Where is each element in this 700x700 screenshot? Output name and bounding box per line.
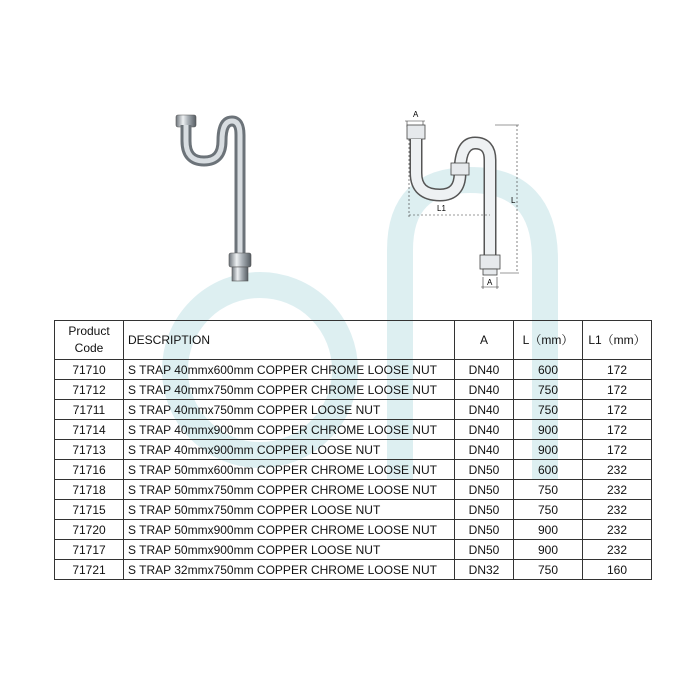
- cell-l: 600: [514, 460, 583, 480]
- cell-l: 600: [514, 360, 583, 380]
- table-row: [55, 380, 652, 400]
- cell-a: DN50: [455, 460, 514, 480]
- cell-product-code: 71720: [55, 520, 124, 540]
- cell-l: 750: [514, 400, 583, 420]
- cell-l1: 172: [583, 440, 652, 460]
- cell-l1: 172: [583, 380, 652, 400]
- cell-l: 750: [514, 380, 583, 400]
- cell-a: DN40: [455, 420, 514, 440]
- header-l1: L1（mm）: [583, 321, 652, 360]
- table-row: [55, 500, 652, 520]
- label-l1: L1: [437, 204, 446, 213]
- s-trap-drawing: [395, 105, 535, 295]
- label-a-bottom: A: [487, 278, 493, 287]
- header-a: A: [455, 321, 514, 360]
- table-row: [55, 480, 652, 500]
- cell-l: 750: [514, 500, 583, 520]
- table-row: [55, 460, 652, 480]
- cell-description: S TRAP 50mmx900mm COPPER LOOSE NUT: [124, 540, 455, 560]
- cell-l1: 232: [583, 520, 652, 540]
- cell-description: S TRAP 40mmx600mm COPPER CHROME LOOSE NUT: [124, 360, 455, 380]
- cell-l1: 232: [583, 540, 652, 560]
- cell-a: DN40: [455, 360, 514, 380]
- table-row: [55, 400, 652, 420]
- cell-description: S TRAP 50mmx600mm COPPER CHROME LOOSE NUT: [124, 460, 455, 480]
- s-trap-photo: [160, 105, 270, 305]
- cell-l1: 232: [583, 500, 652, 520]
- cell-description: S TRAP 40mmx750mm COPPER CHROME LOOSE NUT: [124, 380, 455, 400]
- cell-product-code: 71712: [55, 380, 124, 400]
- cell-l: 750: [514, 560, 583, 580]
- table-row: [55, 540, 652, 560]
- cell-l1: 232: [583, 460, 652, 480]
- header-l: L（mm）: [514, 321, 583, 360]
- cell-a: DN50: [455, 520, 514, 540]
- cell-product-code: 71714: [55, 420, 124, 440]
- cell-description: S TRAP 50mmx750mm COPPER CHROME LOOSE NUT: [124, 480, 455, 500]
- cell-l1: 172: [583, 360, 652, 380]
- cell-description: S TRAP 50mmx750mm COPPER LOOSE NUT: [124, 500, 455, 520]
- header-product-code: Product Code: [55, 321, 124, 360]
- cell-product-code: 71721: [55, 560, 124, 580]
- cell-product-code: 71713: [55, 440, 124, 460]
- cell-a: DN32: [455, 560, 514, 580]
- cell-l1: 172: [583, 420, 652, 440]
- cell-a: DN40: [455, 440, 514, 460]
- cell-product-code: 71717: [55, 540, 124, 560]
- cell-product-code: 71718: [55, 480, 124, 500]
- cell-l: 900: [514, 420, 583, 440]
- table-row: [55, 360, 652, 380]
- cell-l: 750: [514, 480, 583, 500]
- cell-description: S TRAP 40mmx900mm COPPER CHROME LOOSE NUT: [124, 420, 455, 440]
- cell-a: DN40: [455, 380, 514, 400]
- cell-product-code: 71716: [55, 460, 124, 480]
- cell-a: DN50: [455, 500, 514, 520]
- cell-product-code: 71715: [55, 500, 124, 520]
- header-description: DESCRIPTION: [124, 321, 455, 360]
- label-a-top: A: [413, 110, 419, 119]
- cell-a: DN50: [455, 480, 514, 500]
- table-row: [55, 440, 652, 460]
- table-row: [55, 520, 652, 540]
- table-header-row: [55, 321, 652, 360]
- cell-l: 900: [514, 440, 583, 460]
- cell-product-code: 71710: [55, 360, 124, 380]
- cell-l1: 232: [583, 480, 652, 500]
- cell-l: 900: [514, 520, 583, 540]
- cell-a: DN50: [455, 540, 514, 560]
- cell-l: 900: [514, 540, 583, 560]
- table-row: [55, 420, 652, 440]
- cell-description: S TRAP 40mmx750mm COPPER LOOSE NUT: [124, 400, 455, 420]
- cell-description: S TRAP 40mmx900mm COPPER LOOSE NUT: [124, 440, 455, 460]
- cell-product-code: 71711: [55, 400, 124, 420]
- cell-description: S TRAP 32mmx750mm COPPER CHROME LOOSE NUT: [124, 560, 455, 580]
- spec-table: [54, 320, 652, 580]
- table-row: [55, 560, 652, 580]
- cell-l1: 172: [583, 400, 652, 420]
- cell-description: S TRAP 50mmx900mm COPPER CHROME LOOSE NUT: [124, 520, 455, 540]
- label-l: L: [511, 196, 516, 205]
- cell-l1: 160: [583, 560, 652, 580]
- cell-a: DN40: [455, 400, 514, 420]
